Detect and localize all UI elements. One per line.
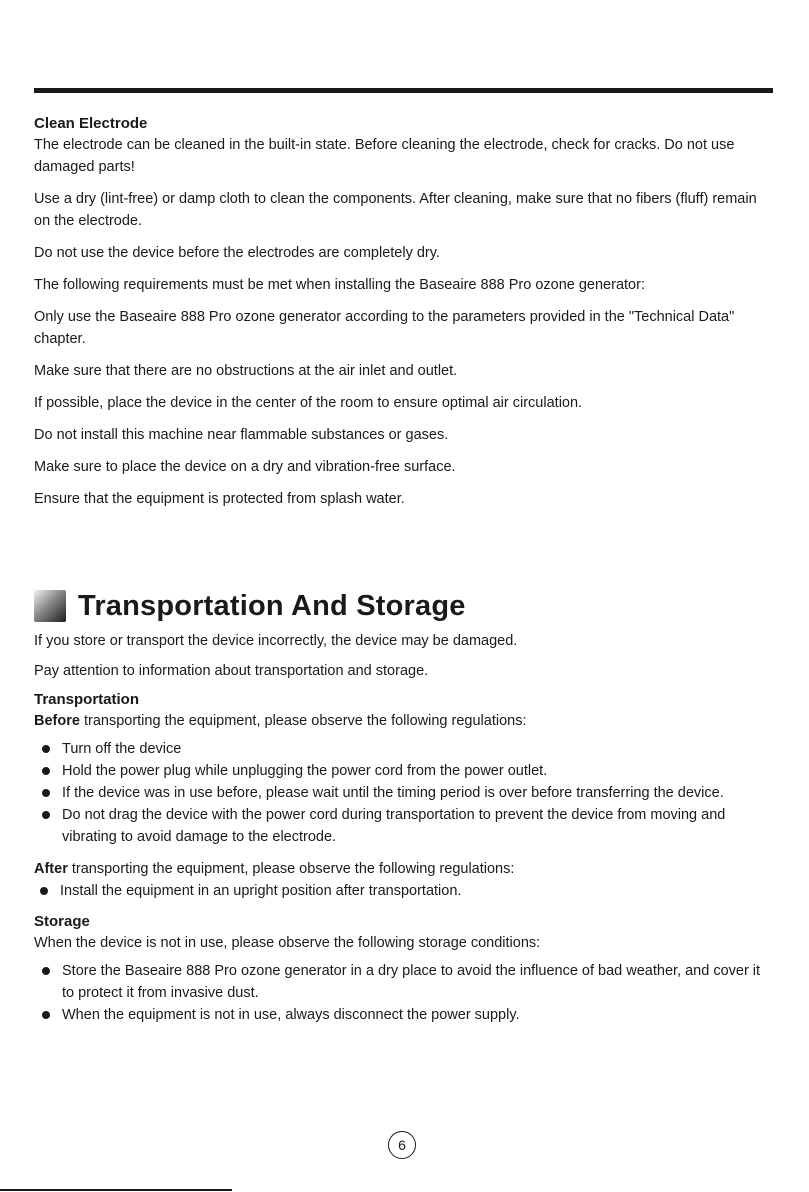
after-lead-text: transporting the equipment, please observe the following regulations: xyxy=(67,861,515,877)
list-item: If the device was in use before, please wait until the timing period is over before transferring the device. xyxy=(34,782,774,804)
after-bold: After xyxy=(34,861,68,877)
after-lead xyxy=(34,858,774,880)
paragraph: Ensure that the equipment is protected from splash water. xyxy=(34,491,405,507)
paragraph: Make sure to place the device on a dry and vibration-free surface. xyxy=(34,459,456,475)
transportation-heading: Transportation xyxy=(34,691,140,708)
before-lead xyxy=(34,710,774,732)
bottom-divider xyxy=(0,1189,232,1191)
section-title xyxy=(34,588,774,624)
paragraph: Only use the Baseaire 888 Pro ozone generator according to the parameters provided in the "Technical Data" chapter. xyxy=(34,309,735,347)
intro-paragraph: Pay attention to information about transportation and storage. xyxy=(34,663,429,679)
storage-list xyxy=(34,960,774,1026)
list-item: Hold the power plug while unplugging the power cord from the power outlet. xyxy=(34,760,774,782)
list-item: Do not drag the device with the power cord during transportation to prevent the device from moving and vibrating to avoid damage to the electrode. xyxy=(34,804,774,848)
gradient-square-icon xyxy=(34,590,66,622)
paragraph: If possible, place the device in the center of the room to ensure optimal air circulation. xyxy=(34,395,583,411)
list-item: Turn off the device xyxy=(34,738,774,760)
page-number: 6 xyxy=(388,1131,416,1159)
list-item: Install the equipment in an upright position after transportation. xyxy=(34,880,774,902)
before-list xyxy=(34,738,774,848)
paragraph: The following requirements must be met when installing the Baseaire 888 Pro ozone generator: xyxy=(34,277,645,293)
before-lead-text: transporting the equipment, please observe the following regulations: xyxy=(79,713,527,729)
section-title-text: Transportation And Storage xyxy=(78,590,466,622)
intro-paragraph: If you store or transport the device incorrectly, the device may be damaged. xyxy=(34,633,518,649)
storage-heading: Storage xyxy=(34,913,90,930)
top-divider xyxy=(34,88,773,93)
paragraph: Use a dry (lint-free) or damp cloth to clean the components. After cleaning, make sure that no fibers (fluff) remain on the electrode. xyxy=(34,191,757,229)
before-bold: Before xyxy=(34,713,80,729)
storage-lead: When the device is not in use, please observe the following storage conditions: xyxy=(34,935,541,951)
clean-electrode-section xyxy=(34,114,774,520)
list-item: Store the Baseaire 888 Pro ozone generator in a dry place to avoid the influence of bad weather, and cover it to protect it from invasive dust. xyxy=(34,960,774,1004)
paragraph: The electrode can be cleaned in the built-in state. Before cleaning the electrode, check for cracks. Do not use damaged parts! xyxy=(34,137,735,175)
transport-storage-section xyxy=(34,588,774,1036)
clean-electrode-heading: Clean Electrode xyxy=(34,115,148,132)
list-item: When the equipment is not in use, always disconnect the power supply. xyxy=(34,1004,774,1026)
paragraph: Do not install this machine near flammable substances or gases. xyxy=(34,427,449,443)
paragraph: Make sure that there are no obstructions at the air inlet and outlet. xyxy=(34,363,458,379)
after-list xyxy=(34,880,774,902)
paragraph: Do not use the device before the electrodes are completely dry. xyxy=(34,245,440,261)
